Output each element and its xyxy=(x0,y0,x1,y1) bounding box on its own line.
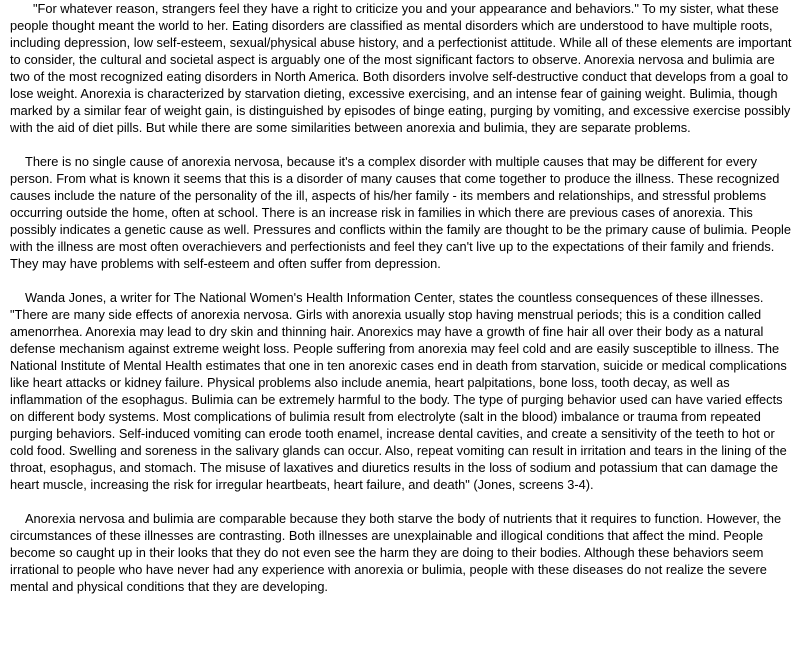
paragraph-4: Anorexia nervosa and bulimia are comparable because they both starve the body of nutrients that it requires to function. However, the circumstances of these illnesses are contrasting. Both illnesses are unexplainable and illogical conditions that affect the mind. People become so caught up in their looks that they do not even see the harm they are doing to their bodies. Although these behaviors seem irrational to people who have never had any experience with anorexia or bulimia, people with these diseases do not realize the severe mental and physical conditions that they are developing. xyxy=(10,511,782,594)
paragraph-1: "For whatever reason, strangers feel they have a right to criticize you and your appearance and behaviors." To my sister, what these people thought meant the world to her. Eating disorders are classified as mental disorders which are understood to have multiple roots, including depression, low self-esteem, sexual/physical abuse history, and a perfectionist attitude. While all of these elements are important to consider, the cultural and societal aspect is arguably one of the most significant factors to observe. Anorexia nervosa and bulimia are two of the most recognized eating disorders in North America. Both disorders involve self-destructive conduct that develops from a goal to lose weight. Anorexia is characterized by starvation dieting, excessive exercising, and an intense fear of gaining weight. Bulimia, though marked by a similar fear of weight gain, is distinguished by episodes of binge eating, purging by vomiting, and excessive exercise possibly with the aid of diet pills. But while there are some similarities between anorexia and bulimia, they are separate problems. xyxy=(10,1,792,135)
paragraph-3: Wanda Jones, a writer for The National Women's Health Information Center, states the countless consequences of these illnesses. "There are many side effects of anorexia nervosa. Girls with anorexia usually stop having menstrual periods; this is a condition called amenorrhea. Anorexia may lead to dry skin and thinning hair. Anorexics may have a growth of fine hair all over their body as a natural defense mechanism against extreme weight loss. People suffering from anorexia may feel cold and are easily susceptible to illness. The National Institute of Mental Health estimates that one in ten anorexic cases end in death from starvation, suicide or medical complications like heart attacks or kidney failure. Physical problems also include anemia, heart palpitations, bone loss, tooth decay, as well as inflammation of the esophagus. Bulimia can be extremely harmful to the body. The type of purging behavior used can have varied effects on different body systems. Most complications of bulimia result from electrolyte (salt in the blood) imbalance or trauma from repeated purging behaviors. Self-induced vomiting can erode tooth enamel, increase dental cavities, and create a sensitivity of the teeth to hot or cold food. Swelling and soreness in the salivary glands can occur. Also, repeat vomiting can result in irritation and tears in the lining of the throat, esophagus, and stomach. The misuse of laxatives and diuretics results in the loss of sodium and potassium that can damage the heart muscle, increasing the risk for irregular heartbeats, heart failure, and death" (Jones, screens 3-4). xyxy=(10,290,787,492)
document-body xyxy=(10,0,796,595)
paragraph-2: There is no single cause of anorexia nervosa, because it's a complex disorder with multiple causes that may be different for every person. From what is known it seems that this is a disorder of many causes that come together to produce the illness. These recognized causes include the nature of the personality of the ill, aspects of his/her family - its members and relationships, and stressful problems occurring outside the home, often at school. There is an increase risk in families in which there are previous cases of anorexia. This possibly indicates a genetic cause as well. Pressures and conflicts within the family are thought to be the primary cause of bulimia. People with the illness are most often overachievers and perfectionists and feel they can't live up to the expectations of their family and friends. They may have problems with self-esteem and often suffer from depression. xyxy=(10,154,792,271)
